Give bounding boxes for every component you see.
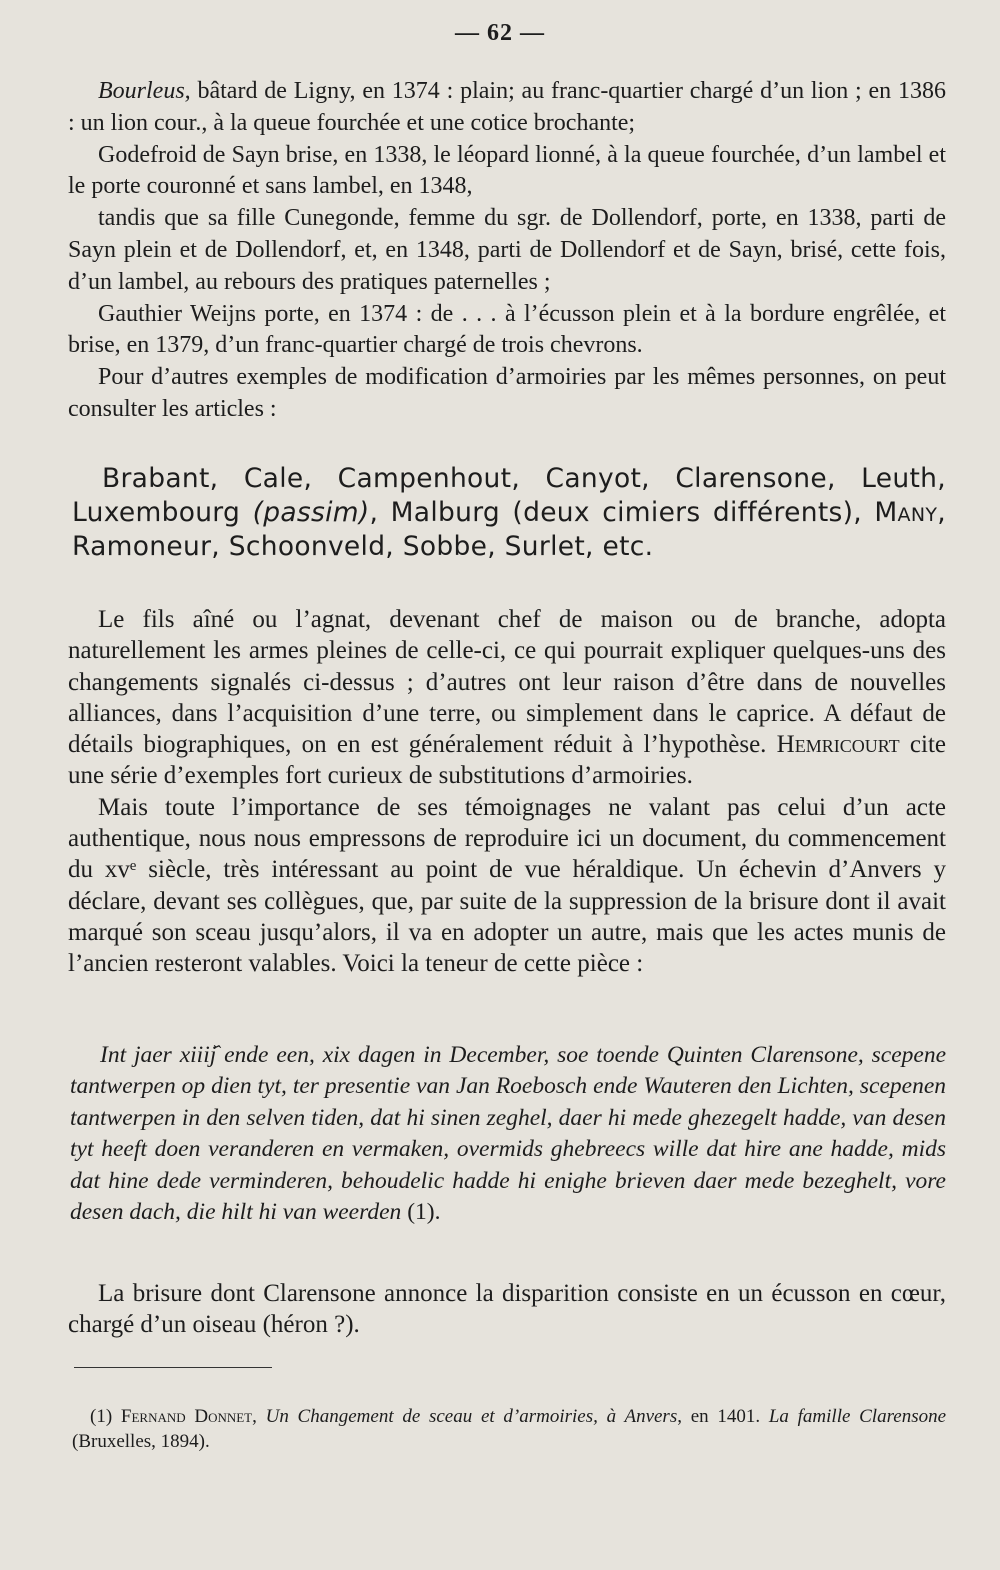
- articles-passim: (passim): [252, 497, 370, 528]
- footnote-text: , en 1401.: [677, 1406, 769, 1427]
- entry-gauthier: [68, 299, 946, 363]
- articles-text: , Malburg (deux cimiers différents),: [369, 497, 875, 528]
- author-hemricourt: Hemricourt: [776, 731, 900, 759]
- page-number: — 62 —: [455, 20, 545, 46]
- conclusion-paragraph: La brisure dont Clarensone annonce la disparition consiste en un écusson en cœur, chargé d’un oiseau (héron ?).: [68, 1280, 946, 1338]
- entry-text: tandis que sa fille Cunegonde, femme du sgr. de Dollendorf, porte, en 1338, parti de Sayn plein et de Dollendorf, et, en 1348, parti de Dollendorf et de Sayn, brisé, cette fois, d’un lambel, au rebours des pratiques paternelles ;: [68, 205, 946, 295]
- paragraph-agnat: [68, 604, 946, 792]
- flemish-quotation: [70, 1040, 946, 1228]
- footnote-title: Un Changement de sceau et d’armoiries, à Anvers: [265, 1406, 678, 1427]
- paragraph-document: Mais toute l’importance de ses témoignages ne valant pas celui d’un acte authentique, nous nous empressons de reproduire ici un document, du commencement du xvᵉ siècle, très intéressant au point de vue héraldique. Un échevin d’Anvers y déclare, devant ses collègues, que, par suite de la suppression de la brisure dont il avait marqué son sceau jusqu’alors, il va en adopter un autre, mais que les actes munis de l’ancien resteront valables. Voici la teneur de cette pièce :: [68, 793, 946, 978]
- quote-text: Int jaer xiiij᷈ ende een, xix dagen in December, soe toende Quinten Clarensone, scepene tantwerpen op dien tyt, ter presentie van Jan Roebosch ende Wauteren den Lichten, scepenen tantwerpen in den selven tiden, dat hi sinen zeghel, daer hi mede ghezegelt hadde, van desen tyt heeft doen veranderen en vermaken, overmids ghebreecs wille dat hire ane hadde, mids dat hine dede verminderen, behoudelic hadde hi enighe brieven daer mede bezeghelt, vore desen dach, die hilt hi van weerden: [70, 1042, 946, 1226]
- entry-text: Godefroid de Sayn brise, en 1338, le léopard lionné, à la queue fourchée, d’un lambel et le porte couronné et sans lambel, en 1348,: [68, 141, 946, 200]
- footnote-divider: [74, 1367, 272, 1368]
- footnote-author: Fernand Donnet: [120, 1406, 253, 1427]
- entry-godefroid: [68, 140, 946, 204]
- footnote-text: (Bruxelles, 1894).: [72, 1431, 210, 1452]
- footnote-marker: (1): [90, 1406, 121, 1427]
- articles-list: [72, 462, 946, 564]
- footnote-reference: (1).: [407, 1199, 441, 1226]
- footnote-text: ,: [252, 1406, 266, 1427]
- reference-intro: Pour d’autres exemples de modification d’armoiries par les mêmes personnes, on peut consulter les articles :: [68, 364, 946, 422]
- conclusion-block: [68, 1278, 946, 1340]
- footnote-book: La famille Clarensone: [768, 1406, 947, 1427]
- reference-intro-block: [68, 362, 946, 426]
- paragraph-text: cite une série d’exemples fort curieux de substitutions d’armoiries.: [68, 731, 946, 790]
- articles-text: , Ramoneur, Schoonveld, Sobbe, Surlet, etc.: [72, 497, 947, 562]
- articles-text: Brabant, Cale, Campenhout, Canyot, Clarensone, Leuth, Luxembourg: [72, 463, 946, 528]
- footnote: [72, 1404, 946, 1454]
- main-paragraphs: [68, 604, 946, 980]
- paragraph-text: Le fils aîné ou l’agnat, devenant chef de maison ou de branche, adopta naturellement les armes pleines de celle-ci, ce qui pourrait expliquer quelques-uns des changements signalés ci-dessus ; d’autres ont leur raison d’être dans de nouvelles alliances, dans l’acquisition d’une terre, ou simplement dans le caprice. A défaut de détails biographiques, on en est généralement réduit à l’hypothèse.: [68, 606, 946, 759]
- entry-bourleus: [68, 76, 946, 140]
- entry-cunegonde: [68, 203, 946, 298]
- entry-text: bâtard de Ligny, en 1374 : plain; au franc-quartier chargé d’un lion ; en 1386 : un lion cour., à la queue fourchée et une cotice brochante;: [68, 78, 946, 136]
- heraldry-entry-list: [68, 76, 946, 362]
- articles-many: Many: [874, 497, 938, 528]
- entry-text: Gauthier Weijns porte, en 1374 : de . . . à l’écusson plein et à la bordure engrêlée, et brise, en 1379, d’un franc-quartier chargé de trois chevrons.: [68, 300, 946, 359]
- entry-name: Bourleus,: [98, 78, 191, 104]
